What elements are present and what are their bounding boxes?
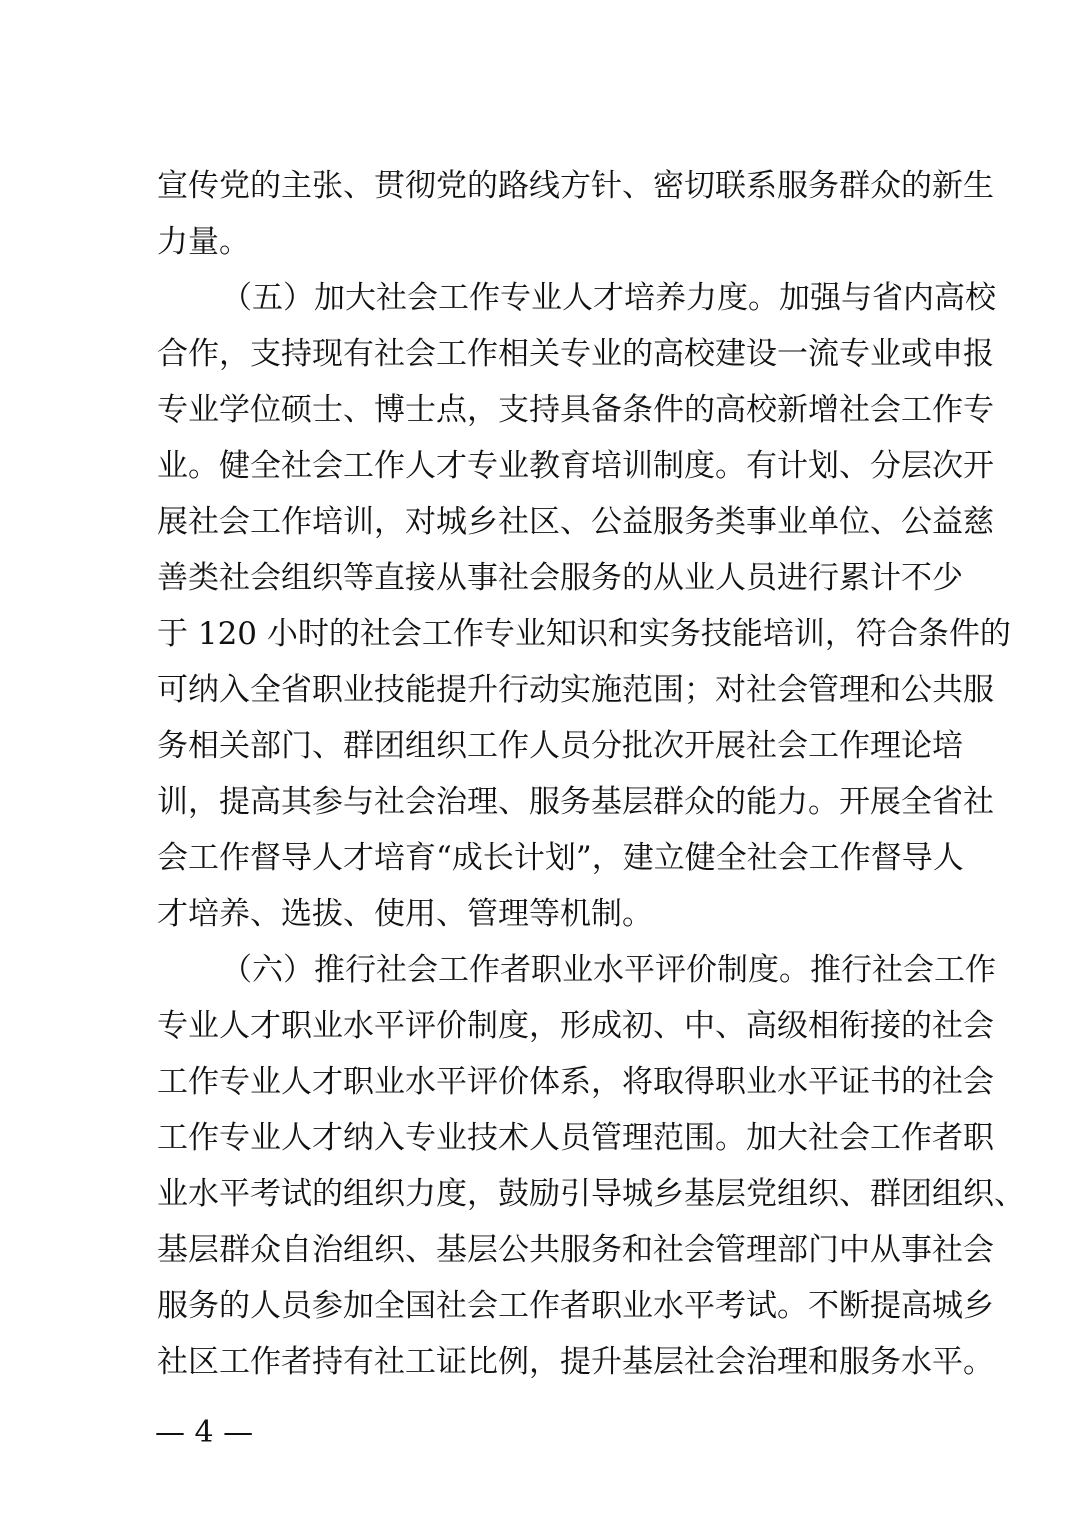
text-line: 训，提高其参与社会治理、服务基层群众的能力。开展全省社 (157, 784, 994, 820)
text-line: 才培养、选拔、使用、管理等机制。 (157, 896, 653, 932)
text-line: 善类社会组织等直接从事社会服务的从业人员进行累计不少 (157, 560, 963, 596)
text-line: 业水平考试的组织力度，鼓励引导城乡基层党组织、群团组织、 (157, 1176, 1025, 1212)
text-line: 工作专业人才职业水平评价体系，将取得职业水平证书的社会 (157, 1064, 994, 1100)
section-heading-line: （六）推行社会工作者职业水平评价制度。推行社会工作 (221, 952, 996, 988)
text-line: 于 120 小时的社会工作专业知识和实务技能培训，符合条件的 (157, 616, 1011, 652)
text-line: 社区工作者持有社工证比例，提升基层社会治理和服务水平。 (157, 1344, 994, 1380)
text-line: 会工作督导人才培育“成长计划”，建立健全社会工作督导人 (157, 840, 964, 876)
text-line: 服务的人员参加全国社会工作者职业水平考试。不断提高城乡 (157, 1288, 994, 1324)
section-heading-line: （五）加大社会工作专业人才培养力度。加强与省内高校 (221, 280, 996, 316)
text-line: 宣传党的主张、贯彻党的路线方针、密切联系服务群众的新生 (157, 168, 994, 204)
text-line: 专业人才职业水平评价制度，形成初、中、高级相衔接的社会 (157, 1008, 994, 1044)
text-line: 展社会工作培训，对城乡社区、公益服务类事业单位、公益慈 (157, 504, 994, 540)
text-line: 合作，支持现有社会工作相关专业的高校建设一流专业或申报 (157, 336, 994, 372)
text-line: 力量。 (157, 224, 250, 260)
page-number: — 4 — (155, 1415, 254, 1450)
text-line: 基层群众自治组织、基层公共服务和社会管理部门中从事社会 (157, 1232, 994, 1268)
text-line: 可纳入全省职业技能提升行动实施范围；对社会管理和公共服 (157, 672, 994, 708)
text-line: 工作专业人才纳入专业技术人员管理范围。加大社会工作者职 (157, 1120, 994, 1156)
text-line: 专业学位硕士、博士点，支持具备条件的高校新增社会工作专 (157, 392, 994, 428)
text-line: 务相关部门、群团组织工作人员分批次开展社会工作理论培 (157, 728, 963, 764)
text-line: 业。健全社会工作人才专业教育培训制度。有计划、分层次开 (157, 448, 994, 484)
